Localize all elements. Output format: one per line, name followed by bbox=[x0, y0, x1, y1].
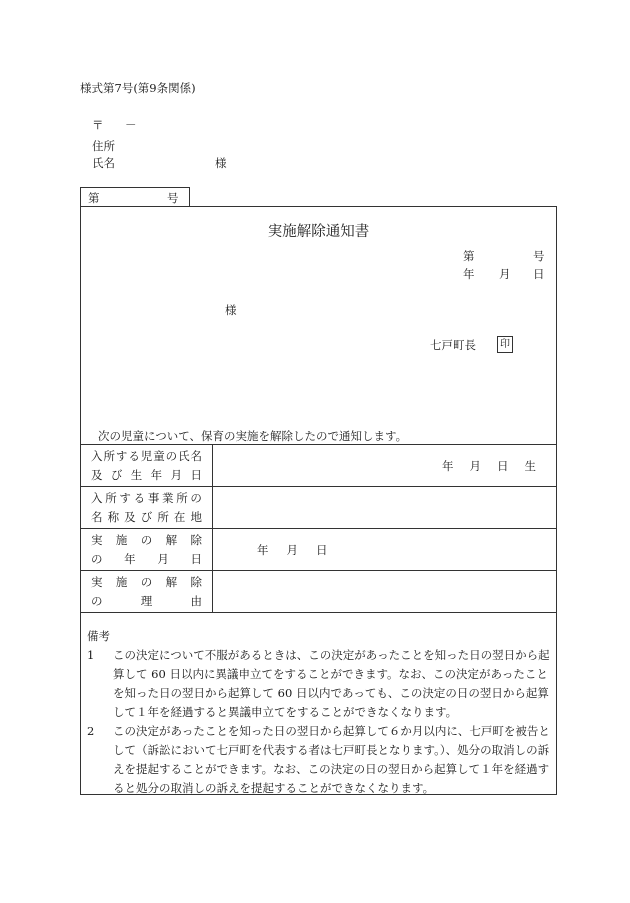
issue-date-day: 日 bbox=[533, 267, 545, 281]
issue-number-prefix: 第 bbox=[463, 249, 475, 263]
row-label: 入 所 す る 事 業 所 の 名 称 及 び 所 在 地 bbox=[81, 487, 213, 529]
issue-date-month: 月 bbox=[499, 267, 511, 281]
row-value bbox=[213, 571, 557, 613]
table-row bbox=[81, 529, 557, 571]
number-prefix: 第 bbox=[88, 191, 100, 205]
form-number-label: 様式第7号(第9条関係) bbox=[80, 81, 196, 95]
row-label: 実 施 の 解 除 の 理 由 bbox=[81, 571, 213, 613]
postal-mark: 〒 bbox=[92, 118, 104, 132]
row-value: 年 月 日 bbox=[213, 529, 557, 571]
row-value bbox=[213, 487, 557, 529]
table-row bbox=[81, 487, 557, 529]
table-row bbox=[81, 571, 557, 613]
note-item: 2 この決定があったことを知った日の翌日から起算して６か月以内に、七戸町を被告として（訴訟において七戸町を代表する者は七戸町長となります。）、処分の取消しの訴えを提起することができます。なお、この決定の日の翌日から起算して１年を経過すると処分の取消しの訴えを提起することができなくなります。 bbox=[87, 724, 550, 795]
row-label: 実 施 の 解 除 の 年 月 日 bbox=[81, 529, 213, 571]
issue-number-suffix: 号 bbox=[533, 249, 545, 263]
child-info-table bbox=[80, 444, 557, 613]
seal-mark: 印 bbox=[497, 336, 513, 353]
name-honorific: 様 bbox=[215, 156, 227, 170]
name-label: 氏名 bbox=[92, 156, 115, 170]
recipient-honorific: 様 bbox=[225, 303, 237, 317]
postal-dash: － bbox=[125, 118, 137, 132]
issuer-name: 七戸町長 bbox=[430, 338, 476, 352]
row-label: 入 所 す る 児 童 の 氏 名 及 び 生 年 月 日 bbox=[81, 445, 213, 487]
table-row bbox=[81, 445, 557, 487]
intro-text: 次の児童について、保育の実施を解除したので通知します。 bbox=[98, 429, 408, 443]
notes-heading: 備考 bbox=[87, 629, 110, 643]
row-value: 年 月 日 生 bbox=[213, 445, 557, 487]
notice-frame bbox=[80, 206, 557, 795]
document-number-box bbox=[80, 187, 190, 206]
issue-date-year: 年 bbox=[463, 267, 475, 281]
notes-section bbox=[87, 627, 553, 798]
address-label: 住所 bbox=[92, 139, 115, 153]
document-title: 実施解除通知書 bbox=[267, 224, 370, 240]
note-item: 1 この決定について不服があるときは、この決定があったことを知った日の翌日から起算して 60 日以内に異議申立てをすることができます。なお、この決定があったことを知った日の翌日から起算して 60 日以内であっても、この決定の日の翌日から起算して１年を経過すると異議申立てをすることができなくなります。 bbox=[87, 648, 550, 719]
number-suffix: 号 bbox=[167, 191, 179, 205]
